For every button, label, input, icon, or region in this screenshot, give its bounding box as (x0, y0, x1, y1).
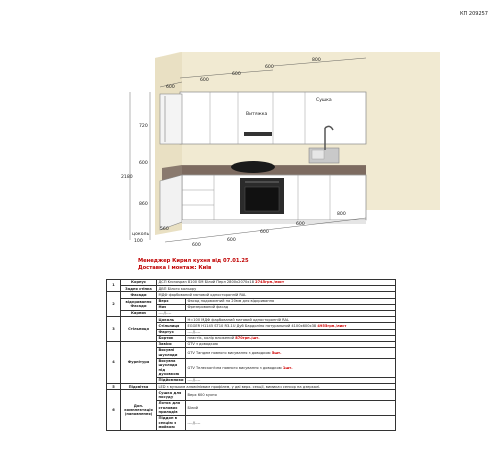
row-number: 6 (107, 390, 121, 431)
row-value: Верх 600 кухня (186, 390, 396, 401)
row-value: GTV Тандем повного висування з доводкою 5шт. (186, 348, 396, 359)
row-sub: Низ (157, 304, 186, 310)
dim-top-width-3: 600 (265, 65, 274, 70)
price: 4955грн./лист (317, 323, 347, 328)
row-value: ДВП Білого кольору (157, 286, 396, 292)
row-value: МДФ фарбований матовий односторонній RAL (157, 292, 396, 298)
row-sub: Бортик (157, 335, 186, 341)
row-sub: Підйомники (158, 378, 184, 383)
row-value: Фрезерований фасад (186, 304, 396, 310)
dim-bottom-width-5: 800 (337, 212, 346, 217)
row-value: GTV з доводкою (186, 341, 396, 347)
row-sub: Сушка для посуду (157, 390, 186, 401)
row-group: Стільниця (121, 317, 157, 342)
dim-depth: 560 (160, 227, 169, 232)
row-number: 5 (107, 384, 121, 390)
order-code: КП 209257 (460, 11, 488, 17)
row-value: EGGER H1145 ST10 R3-1U Дуб Бардоліно натуральний 4100х600х38 4955грн./лист (186, 323, 396, 329)
row-number: 3 (107, 317, 121, 342)
row-number: 4 (107, 341, 121, 383)
row-value: ----//---- (157, 310, 396, 316)
row-sub: Завіси (157, 341, 186, 347)
row-value: Фасад подовжений на 20мм для відкривання (186, 298, 396, 304)
hob (231, 161, 275, 173)
row-sub: Цоколь (157, 317, 186, 323)
dim-height-lower: 860 (139, 202, 148, 207)
hood (244, 132, 272, 136)
row-sub: Піддон в секцію з мийкою (157, 416, 186, 431)
dim-left-width: 600 (166, 85, 175, 90)
row-value: ----//---- (186, 329, 396, 335)
plinth (182, 220, 366, 224)
row-number: 2 (107, 292, 121, 317)
row-sub: Фартух (157, 329, 186, 335)
dim-plinth-height: 100 (134, 239, 143, 244)
row-sub: Стільниця (157, 323, 186, 329)
dim-bottom-width-2: 600 (227, 238, 236, 243)
row-group: Фасади (121, 292, 157, 298)
manager-line: Менеджер Кирил кухня від 07.01.25 (138, 258, 249, 264)
dim-height-gap: 600 (139, 161, 148, 166)
row-value: ----//---- (186, 378, 396, 384)
row-number: 1 (107, 280, 121, 292)
row-group: відкривання Фасади (121, 298, 157, 310)
row-value: GTV Телескопічна повного висування з доводкою 1шт. (186, 358, 396, 377)
dim-top-width-2: 600 (232, 72, 241, 77)
row-value: Н=100 МДФ фарбований матовий односторонній RAL (186, 317, 396, 323)
order-info (138, 258, 249, 272)
row-value: ДСП Kronospan 8100 SM Білий Перл 2800х2070х18 2745грн./лист (157, 280, 396, 286)
dim-bottom-width-4: 600 (296, 222, 305, 227)
dim-plinth-label: цоколь (132, 232, 150, 237)
price: 1шт. (282, 365, 293, 370)
price: 5шт. (271, 350, 282, 355)
table-row (107, 390, 396, 401)
lower-end-panel (160, 175, 182, 230)
dim-total-height: 2180 (121, 175, 133, 180)
upper-corner-cabinet (160, 94, 182, 144)
row-sub: Верх (157, 298, 186, 304)
row-group: Підсвітка (121, 384, 157, 390)
row-value: Білий (186, 401, 396, 416)
row-sub: Лоток для столових приладів (157, 401, 186, 416)
row-group: Доп. комплектація (наповнення) (121, 390, 157, 431)
price: 870грн./шт. (235, 336, 260, 341)
dim-bottom-width-1: 600 (192, 243, 201, 248)
dim-height-upper: 720 (139, 124, 148, 129)
row-group: Задня стінка (121, 286, 157, 292)
dryer-label: Сушка (316, 98, 332, 103)
row-value: ----//---- (186, 416, 396, 431)
row-value: LED з вузьким алюмінієвим профілем, у дві верх. секції, вимикач сенсор на дзеркалі. (157, 384, 396, 390)
dim-top-width-1: 600 (200, 78, 209, 83)
row-group: Карниз (121, 310, 157, 316)
dim-top-width-4: 800 (312, 58, 321, 63)
row-sub: Висувна шухляда під духовкою (157, 358, 186, 377)
price: 2745грн./лист (255, 280, 285, 285)
row-group: Фурнітура (121, 341, 157, 383)
hood-label: Витяжка (246, 112, 268, 117)
row-group: Корпус (121, 280, 157, 286)
delivery-line: Доставка і монтаж: Київ (138, 265, 212, 271)
row-sub: Висувні шухляди (157, 348, 186, 359)
spec-table (106, 279, 396, 431)
dim-bottom-width-3: 600 (260, 230, 269, 235)
row-value: пластік, колір вложений 870грн./шт. (186, 335, 396, 341)
